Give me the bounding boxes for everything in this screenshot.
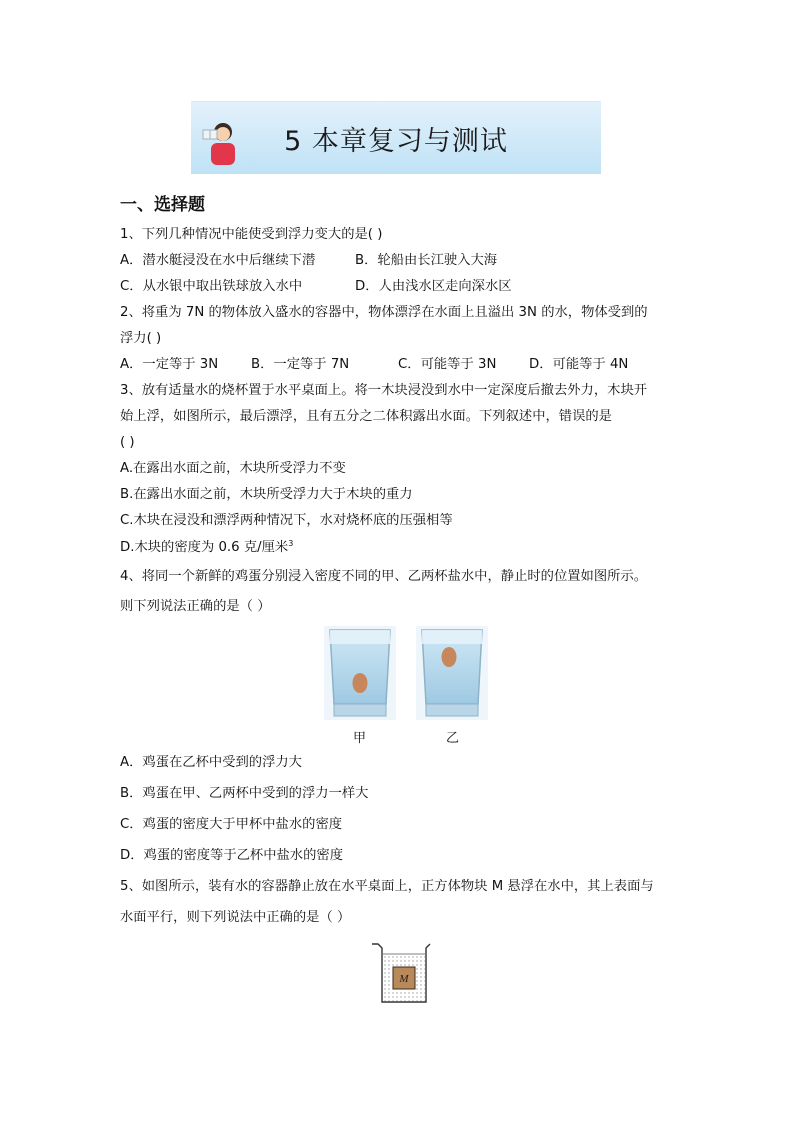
q3-option-c: C.木块在浸没和漂浮两种情况下，水对烧杯底的压强相等 (120, 513, 453, 528)
glass-right-image (416, 626, 488, 720)
q3-option-d-superscript: 3 (288, 539, 294, 548)
q4-option-b: B．鸡蛋在甲、乙两杯中受到的浮力一样大 (120, 786, 369, 801)
q5-stem-line1: 5、如图所示，装有水的容器静止放在水平桌面上，正方体物块 M 悬浮在水中，其上表面与 (120, 879, 654, 894)
glass-left-image (324, 626, 396, 720)
q2-stem-line2: 浮力( ) (120, 331, 162, 346)
q1-option-b: B．轮船由长江驶入大海 (355, 253, 498, 268)
q2-option-b: B．一定等于 7N (251, 357, 350, 372)
q3-stem-line2: 始上浮，如图所示，最后漂浮，且有五分之二体积露出水面。下列叙述中，错误的是 (120, 409, 612, 424)
q4-stem-line1: 4、将同一个新鲜的鸡蛋分别浸入密度不同的甲、乙两杯盐水中，静止时的位置如图所示。 (120, 569, 648, 584)
q4-option-d: D．鸡蛋的密度等于乙杯中盐水的密度 (120, 848, 343, 863)
q2-option-c: C．可能等于 3N (398, 357, 497, 372)
page-title: 5 本章复习与测试 (284, 126, 508, 157)
q3-option-b: B.在露出水面之前，木块所受浮力大于木块的重力 (120, 487, 413, 502)
egg-right (442, 647, 457, 667)
q2-stem-line1: 2、将重为 7N 的物体放入盛水的容器中，物体漂浮在水面上且溢出 3N 的水，物体受到的 (120, 305, 648, 320)
q3-stem-line3: ( ) (120, 435, 135, 450)
q5-stem-line2: 水面平行，则下列说法中正确的是（ ） (120, 910, 351, 925)
beaker-diagram (368, 940, 440, 1010)
q1-option-a: A．潜水艇浸没在水中后继续下潜 (120, 253, 316, 268)
block-m-label: M (399, 973, 409, 985)
q4-option-c: C．鸡蛋的密度大于甲杯中盐水的密度 (120, 817, 343, 832)
q2-option-a: A．一定等于 3N (120, 357, 219, 372)
egg-left (353, 673, 368, 693)
q3-stem-line1: 3、放有适量水的烧杯置于水平桌面上。将一木块浸没到水中一定深度后撤去外力，木块开 (120, 383, 648, 398)
q1-option-d: D．人由浅水区走向深水区 (355, 279, 512, 294)
glass-right-label: 乙 (446, 731, 460, 746)
section-title: 一、选择题 (120, 195, 205, 215)
q3-option-d-text: D.木块的密度为 0.6 克/厘米 (120, 540, 289, 555)
q3-option-a: A.在露出水面之前，木块所受浮力不变 (120, 461, 346, 476)
q2-option-d: D．可能等于 4N (529, 357, 629, 372)
glass-left-label: 甲 (353, 731, 367, 746)
q4-option-a: A．鸡蛋在乙杯中受到的浮力大 (120, 755, 302, 770)
q1-option-c: C．从水银中取出铁球放入水中 (120, 279, 303, 294)
q1-stem: 1、下列几种情况中能使受到浮力变大的是( ) (120, 227, 383, 242)
q3-option-d (120, 540, 293, 554)
title-banner (191, 101, 601, 174)
q4-stem-line2: 则下列说法正确的是（ ） (120, 599, 271, 614)
